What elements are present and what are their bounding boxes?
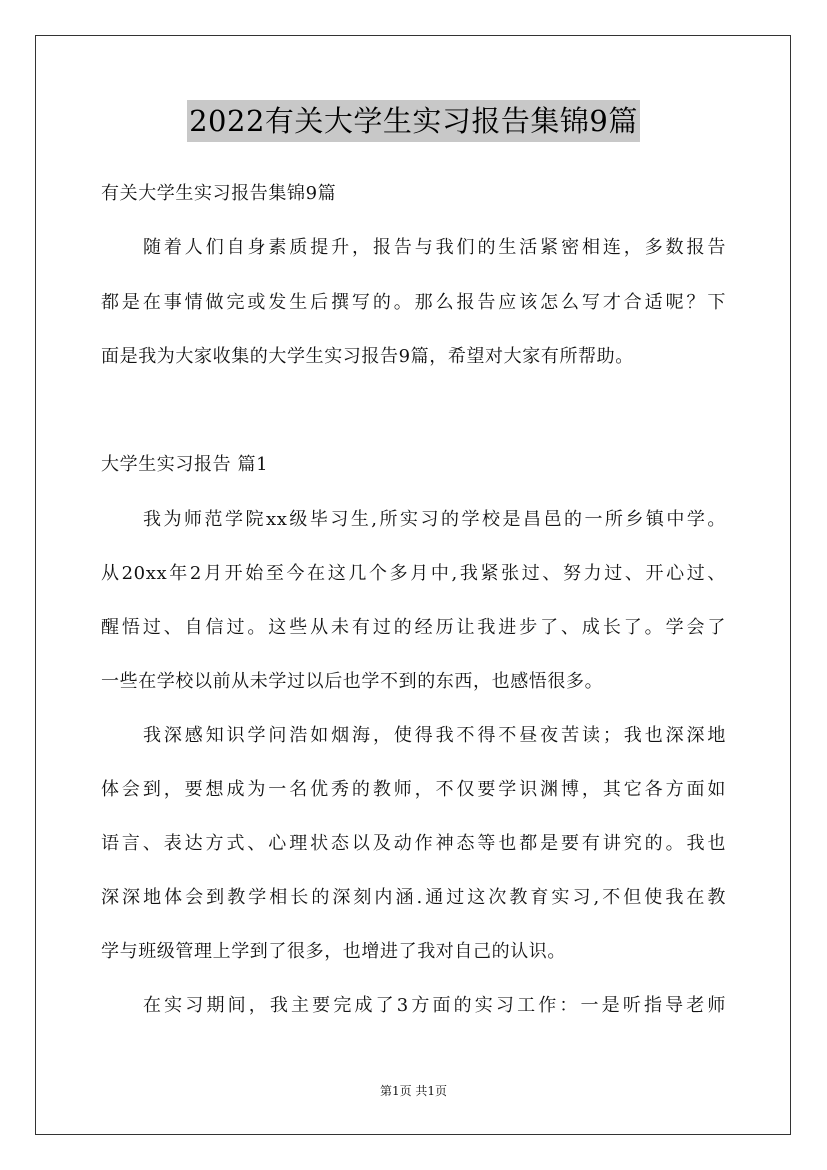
document-title: 2022有关大学生实习报告集锦9篇	[187, 100, 640, 142]
paragraph-line: 体会到，要想成为一名优秀的教师，不仅要学识渊博，其它各方面如	[101, 779, 726, 800]
paragraph-line: 从20xx年2月开始至今在这几个多月中,我紧张过、努力过、开心过、	[101, 563, 726, 584]
paragraph-line: 在实习期间，我主要完成了3方面的实习工作：一是听指导老师	[143, 995, 726, 1016]
intro-line: 面是我为大家收集的大学生实习报告9篇，希望对大家有所帮助。	[101, 346, 634, 367]
paragraph-line: 我深感知识学问浩如烟海，使得我不得不昼夜苦读；我也深深地	[143, 725, 726, 746]
intro-line: 随着人们自身素质提升，报告与我们的生活紧密相连，多数报告	[143, 237, 726, 258]
title-container	[0, 100, 827, 142]
intro-line: 都是在事情做完或发生后撰写的。那么报告应该怎么写才合适呢？下	[101, 292, 726, 313]
paragraph-line: 语言、表达方式、心理状态以及动作神态等也都是要有讲究的。我也	[101, 833, 726, 854]
paragraph-line: 学与班级管理上学到了很多，也增进了我对自己的认识。	[101, 941, 566, 962]
paragraph-line: 我为师范学院xx级毕习生,所实习的学校是昌邑的一所乡镇中学。	[143, 509, 726, 530]
page-footer: 第1页 共1页	[379, 1084, 448, 1098]
paragraph-line: 深深地体会到教学相长的深刻内涵.通过这次教育实习,不但使我在教	[101, 887, 726, 908]
section-heading: 大学生实习报告 篇1	[101, 454, 269, 475]
document-subtitle: 有关大学生实习报告集锦9篇	[101, 183, 337, 204]
paragraph-line: 醒悟过、自信过。这些从未有过的经历让我进步了、成长了。学会了	[101, 617, 726, 638]
paragraph-line: 一些在学校以前从未学过以后也学不到的东西，也感悟很多。	[101, 671, 604, 692]
